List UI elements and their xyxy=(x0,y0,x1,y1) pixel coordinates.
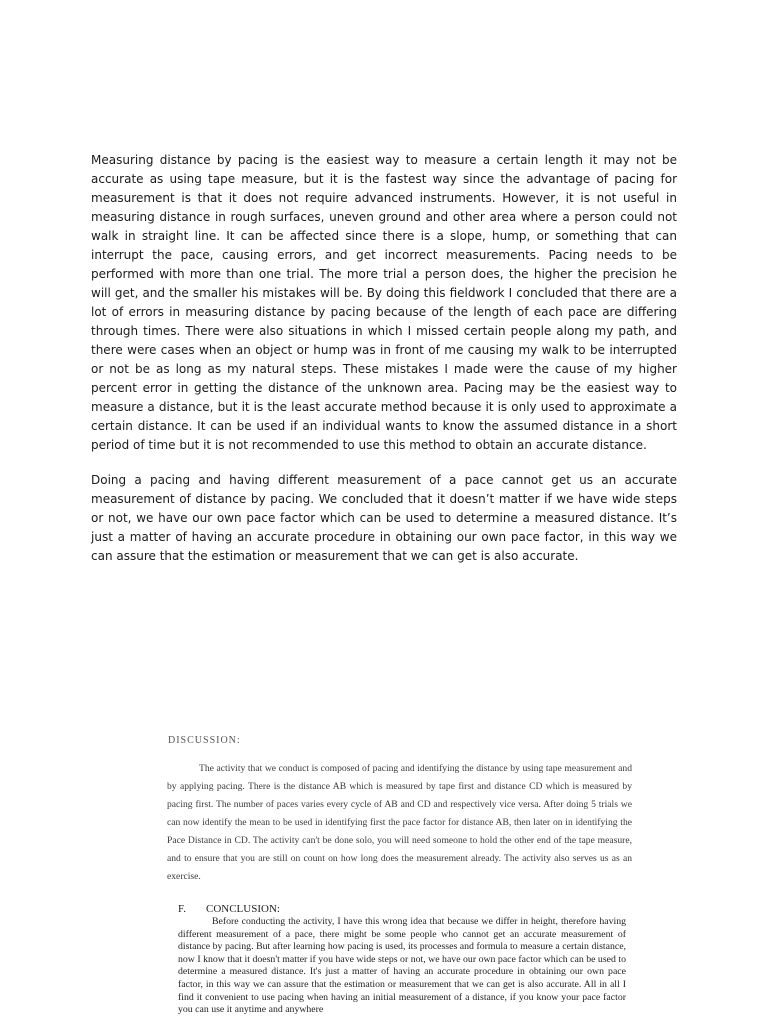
scanned-heading-text: CONCLUSION: xyxy=(206,903,280,915)
scanned-conclusion-paragraph: Before conducting the activity, I have this wrong idea that because we differ in height, therefore having different measurement of a pace, there might be some people who cannot get an accurate measurement of distance by pacing. But after learning how pacing is used, its processes and formula to measure a certain distance, now I know that it doesn't matter if you have wide steps or not, we have our own pace factor which can be used to determine a measured distance. It's just a matter of having an accurate procedure in obtaining our own pace factor, in this way we can assure that the estimation or measurement that we can get is also accurate. All in all I find it convenient to use pacing when having an initial measurement of a distance, if you know your pace factor you can use it anytime and anywhere xyxy=(178,916,626,1016)
scanned-cut-heading-text: DISCUSSION: xyxy=(168,735,241,746)
scanned-cut-heading xyxy=(168,735,268,749)
scanned-heading-letter: F. xyxy=(178,903,186,915)
scanned-discussion-paragraph: The activity that we conduct is composed of pacing and identifying the distance by using tape measurement and by applying pacing. There is the distance AB which is measured by tape first and distance CD which is measured by pacing first. The number of paces varies every cycle of AB and CD and respectively vice versa. After doing 5 trials we can now identify the mean to be used in identifying first the pace factor for distance AB, then later on in identifying the Pace Distance in CD. The activity can't be done solo, you will need someone to hold the other end of the tape measure, and to ensure that you are still on count on how long does the measurement already. The activity also serves us as an exercise. xyxy=(167,763,632,882)
scanned-conclusion-heading xyxy=(178,903,280,915)
body-paragraph-2: Doing a pacing and having different measurement of a pace cannot get us an accurate measurement of distance by pacing. We concluded that it doesn’t matter if we have wide steps or not, we have our own pace factor which can be used to determine a measured distance. It’s just a matter of having an accurate procedure in obtaining our own pace factor, in this way we can assure that the estimation or measurement that we can get is also accurate. xyxy=(91,473,677,563)
body-paragraph-1: Measuring distance by pacing is the easiest way to measure a certain length it may not be accurate as using tape measure, but it is the fastest way since the advantage of pacing for measurement is that it does not require advanced instruments. However, it is not useful in measuring distance in rough surfaces, uneven ground and other area where a person could not walk in straight line. It can be affected since there is a slope, hump, or something that can interrupt the pace, causing errors, and get incorrect measurements. Pacing needs to be performed with more than one trial. The more trial a person does, the higher the precision he will get, and the smaller his mistakes will be. By doing this fieldwork I concluded that there are a lot of errors in measuring distance by pacing because of the length of each pace are differing through times. There were also situations in which I missed certain people along my path, and there were cases when an object or hump was in front of me causing my walk to be interrupted or not be as long as my natural steps. These mistakes I made were the cause of my higher percent error in getting the distance of the unknown area. Pacing may be the easiest way to measure a distance, but it is the least accurate method because it is only used to approximate a certain distance. It can be used if an individual wants to know the assumed distance in a short period of time but it is not recommended to use this method to obtain an accurate distance. xyxy=(91,153,677,452)
